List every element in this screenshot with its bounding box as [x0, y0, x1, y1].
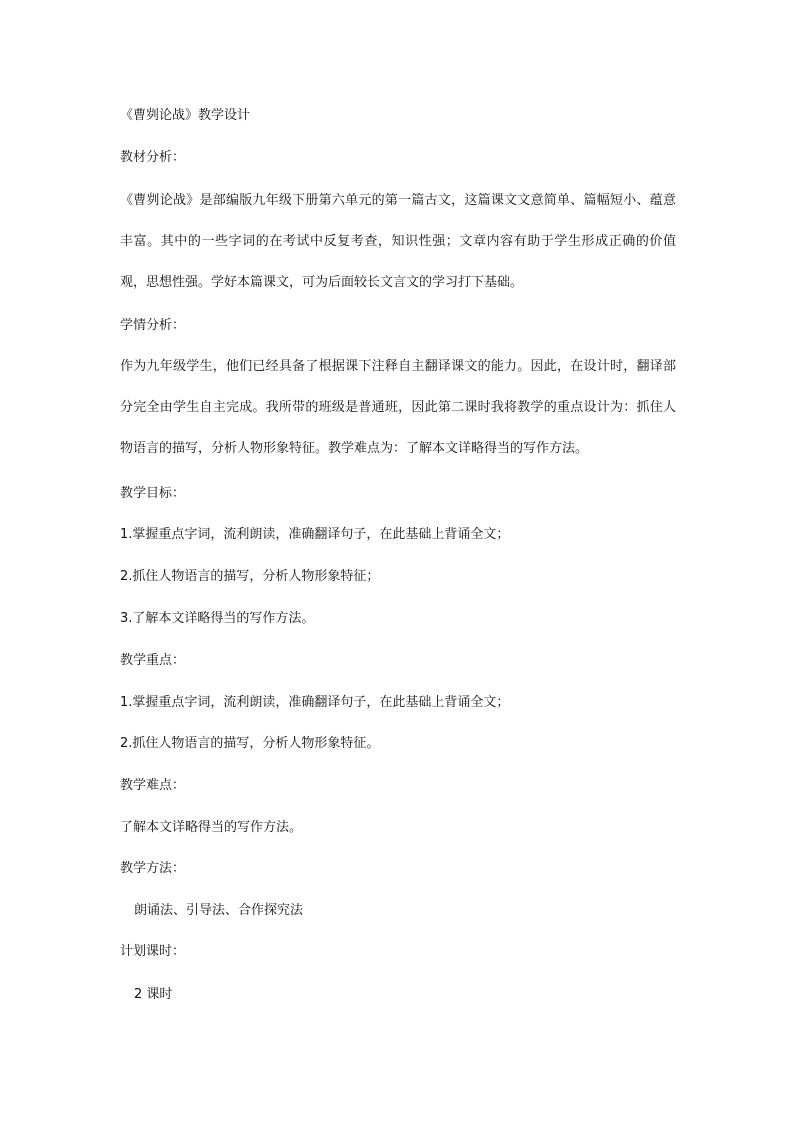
goal-item-3: 3.了解本文详略得当的写作方法。 — [120, 611, 315, 626]
method-heading: 教学方法： — [120, 861, 186, 876]
goals-heading: 教学目标： — [120, 486, 186, 501]
difficulty-text: 了解本文详略得当的写作方法。 — [120, 820, 303, 835]
hours-text: 2 课时 — [134, 987, 173, 1002]
key-item-2: 2.抓住人物语言的描写，分析人物形象特征。 — [120, 736, 380, 751]
material-paragraph: 《曹刿论战》是部编版九年级下册第六单元的第一篇古文，这篇课文文意简单、篇幅短小、蕴意丰富。其中的一些字词的在考试中反复考查，知识性强；文章内容有助于学生形成正确的价值观，思想性强。学好本篇课文，可为后面较长文言文的学习打下基础。 — [120, 193, 676, 290]
student-paragraph: 作为九年级学生，他们已经具备了根据课下注释自主翻译课文的能力。因此，在设计时，翻译部分完全由学生自主完成。我所带的班级是普通班，因此第二课时我将教学的重点设计为：抓住人物语言的描写，分析人物形象特征。教学难点为：了解本文详略得当的写作方法。 — [120, 359, 676, 456]
material-heading: 教材分析： — [120, 150, 186, 165]
method-text: 朗诵法、引导法、合作探究法 — [134, 903, 304, 918]
student-heading: 学情分析： — [120, 318, 186, 333]
hours-heading: 计划课时： — [120, 944, 186, 959]
key-heading: 教学重点： — [120, 653, 186, 668]
difficulty-heading: 教学难点： — [120, 778, 186, 793]
goal-item-1: 1.掌握重点字词，流利朗读，准确翻译句子，在此基础上背诵全文； — [120, 527, 510, 542]
key-item-1: 1.掌握重点字词，流利朗读，准确翻译句子，在此基础上背诵全文； — [120, 695, 510, 710]
document-title: 《曹刿论战》教学设计 — [120, 108, 251, 123]
goal-item-2: 2.抓住人物语言的描写，分析人物形象特征； — [120, 569, 380, 584]
